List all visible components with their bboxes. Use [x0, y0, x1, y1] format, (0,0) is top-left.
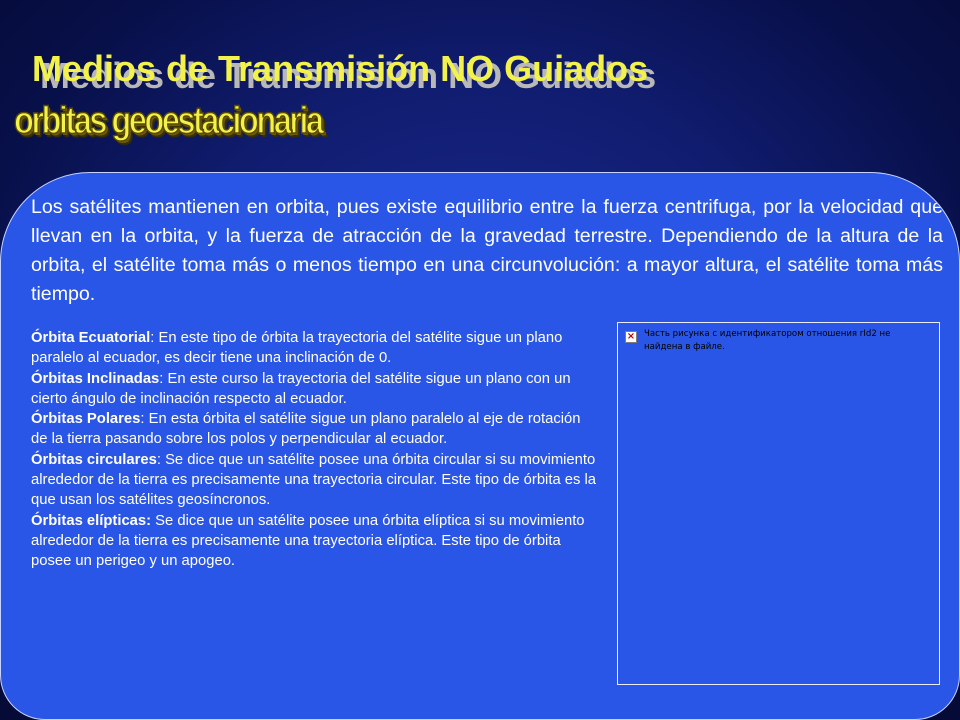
- orbit-term: Órbitas elípticas:: [31, 512, 152, 529]
- orbit-item-polares: [31, 409, 597, 450]
- missing-image-message: Часть рисунка с идентификатором отношения rId2 не найдена в файле.: [644, 329, 891, 352]
- orbit-item-elipticas: [31, 511, 597, 572]
- orbit-term: Órbitas Polares: [31, 411, 141, 428]
- orbit-description: : Se dice que un satélite posee una órbita circular si su movimiento alrededor de la tierra es precisamente una trayectoria circular. Este tipo de órbita es la que usan los satélites geosíncronos.: [31, 451, 597, 509]
- broken-image-icon: ×: [626, 331, 636, 342]
- orbit-description: : En esta órbita el satélite sigue un plano paralelo al eje de rotación de la tierra pasando sobre los polos y perpendicular al ecuador.: [31, 411, 581, 448]
- orbit-term: Órbitas circulares: [31, 451, 157, 468]
- orbit-item-circulares: [31, 450, 597, 511]
- missing-image-placeholder: [617, 322, 940, 685]
- slide-subtitle: orbitas geoestacionaria: [14, 100, 322, 142]
- content-panel: [0, 172, 960, 720]
- orbit-types-list: [31, 328, 597, 572]
- orbit-item-inclinadas: [31, 369, 597, 410]
- intro-paragraph: Los satélites mantienen en orbita, pues existe equilibrio entre la fuerza centrifuga, por la velocidad que llevan en la orbita, y la fuerza de atracción de la gravedad terrestre. Dependiendo de la altura de la orbita, el satélite toma más o menos tiempo en una circunvolución: a mayor altura, el satélite toma más tiempo.: [31, 196, 943, 305]
- orbit-description: : En este tipo de órbita la trayectoria del satélite sigue un plano paralelo al ecuador, es decir tiene una inclinación de 0.: [31, 330, 563, 367]
- orbit-term: Órbitas Inclinadas: [31, 370, 160, 387]
- orbit-description: : En este curso la trayectoria del satélite sigue un plano con un cierto ángulo de inclinación respecto al ecuador.: [31, 370, 571, 407]
- orbit-description: Se dice que un satélite posee una órbita elíptica si su movimiento alrededor de la tierra es precisamente una trayectoria elíptica. Este tipo de órbita posee un perigeo y un apogeo.: [31, 512, 585, 570]
- orbit-term: Órbita Ecuatorial: [31, 330, 151, 346]
- orbit-item-ecuatorial: [31, 328, 597, 369]
- slide-title: Medios de Transmisión NO Guiados: [32, 48, 649, 89]
